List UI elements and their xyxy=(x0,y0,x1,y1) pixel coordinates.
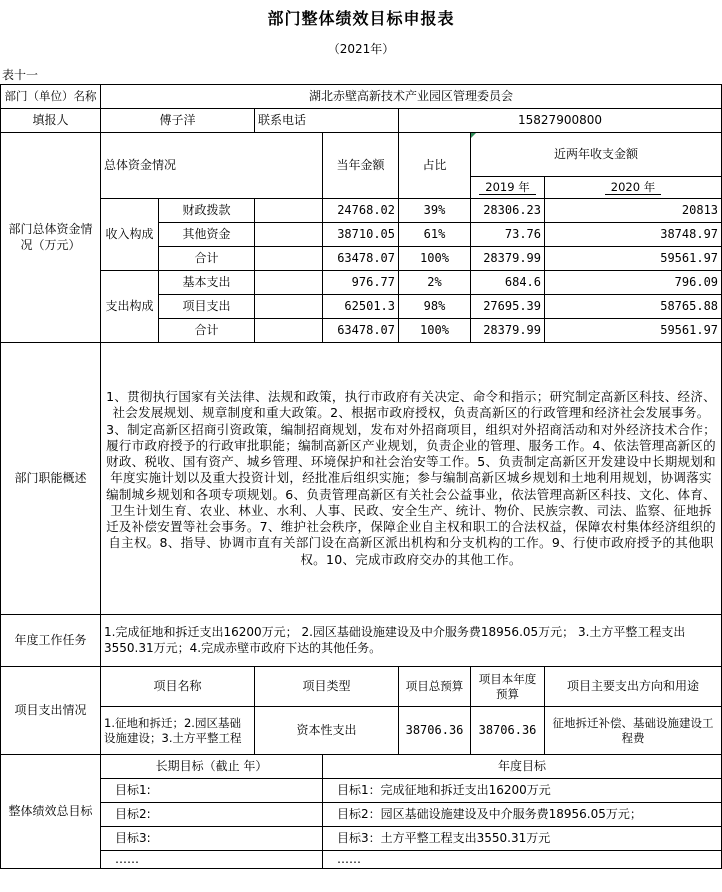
expense-year2: 796.09 xyxy=(545,271,722,295)
income-label: 收入构成 xyxy=(101,199,159,271)
income-year2: 38748.97 xyxy=(545,223,722,247)
income-ratio: 61% xyxy=(399,223,471,247)
dept-name-label: 部门（单位）名称 xyxy=(1,85,101,109)
expense-year1: 27695.39 xyxy=(471,295,545,319)
income-year1: 73.76 xyxy=(471,223,545,247)
goal-row xyxy=(1,779,722,803)
annual-task-text: 1.完成征地和拆迁支出16200万元； 2.园区基础设施建设及中介服务费18956.05万元； 3.土方平整工程支出3550.31万元；4.完成赤壁市政府下达的其他任务。 xyxy=(101,615,722,667)
project-name: 1.征地和拆迁；2.园区基础设施建设；3.土方平整工程 xyxy=(101,707,255,755)
income-ratio: 39% xyxy=(399,199,471,223)
filler-name: 傅子洋 xyxy=(101,109,255,133)
expense-ratio: 100% xyxy=(399,319,471,343)
income-year1: 28379.99 xyxy=(471,247,545,271)
annual-goal: 目标3：土方平整工程支出3550.31万元 xyxy=(323,827,722,851)
project-type-header: 项目类型 xyxy=(255,667,399,707)
filler-label: 填报人 xyxy=(1,109,101,133)
phone-label: 联系电话 xyxy=(255,109,399,133)
long-term-goal: 目标1: xyxy=(101,779,323,803)
dept-name-value: 湖北赤壁高新技术产业园区管理委员会 xyxy=(101,85,722,109)
long-term-goal: 目标3: xyxy=(101,827,323,851)
recent-two-years-header: 近两年收支金额 xyxy=(471,133,722,177)
project-direction: 征地拆迁补偿、基础设施建设工程费 xyxy=(545,707,722,755)
expense-row xyxy=(1,271,722,295)
annual-task-label: 年度工作任务 xyxy=(1,615,101,667)
long-term-goal: …… xyxy=(101,851,323,869)
annual-goal: 目标1：完成征地和拆迁支出16200万元 xyxy=(323,779,722,803)
goal-row xyxy=(1,803,722,827)
project-annual-budget-header: 项目本年度预算 xyxy=(471,667,545,707)
expense-ratio: 98% xyxy=(399,295,471,319)
current-amount-header: 当年金额 xyxy=(323,133,399,199)
expense-year2: 59561.97 xyxy=(545,319,722,343)
funds-section-label: 部门总体资金情况（万元） xyxy=(1,133,101,343)
annual-goal: …… xyxy=(323,851,722,869)
long-term-goals-header: 长期目标（截止 年） xyxy=(101,755,323,779)
project-type: 资本性支出 xyxy=(255,707,399,755)
income-amount: 63478.07 xyxy=(323,247,399,271)
income-amount: 24768.02 xyxy=(323,199,399,223)
goal-row xyxy=(1,827,722,851)
expense-amount: 976.77 xyxy=(323,271,399,295)
expense-amount: 63478.07 xyxy=(323,319,399,343)
income-item: 合计 xyxy=(159,247,255,271)
table-number: 表十一 xyxy=(2,68,39,82)
overall-funds-label: 总体资金情况 xyxy=(101,133,323,199)
duty-text: 1、贯彻执行国家有关法律、法规和政策，执行市政府有关决定、命令和指示；研究制定高新区科技、经济、社会发展规划、规章制度和重大政策。2、根据市政府授权，负责高新区的行政管理和经济社会发展事务。3、制定高新区招商引资政策，编制招商规划，发布对外招商项目，组织对外招商活动和对外经济技术合作；履行市政府授予的行政审批职能；编制高新区产业规划，负责企业的管理、服务工作。4、依法管理高新区的财政、税收、国有资产、城乡管理、环境保护和社会治安等工作。5、负责制定高新区开发建设中长期规划和年度实施计划以及重大投资计划，经批准后组织实施；参与编制高新区城乡规划和土地利用规划，协调落实编制城乡规划和各项专项规划。6、负责管理高新区有关社会公益事业，依法管理高新区科技、文化、体育、卫生计划生育、农业、林业、水利、人事、民政、安全生产、统计、物价、民族宗教、司法、监察、征地拆迁及补偿安置等社会事务。7、维护社会秩序，保障企业自主权和职工的合法权益，保障农村集体经济组织的自主权。8、指导、协调市直有关部门设在高新区派出机构和分支机构的工作。9、行使市政府授予的其他职权。10、完成市政府交办的其他工作。 xyxy=(101,343,722,615)
duty-label: 部门职能概述 xyxy=(1,343,101,615)
project-row xyxy=(1,707,722,755)
expense-label: 支出构成 xyxy=(101,271,159,343)
income-year2: 20813 xyxy=(545,199,722,223)
income-year1: 28306.23 xyxy=(471,199,545,223)
income-ratio: 100% xyxy=(399,247,471,271)
annual-goals-header: 年度目标 xyxy=(323,755,722,779)
income-row xyxy=(1,199,722,223)
goals-label: 整体绩效总目标 xyxy=(1,755,101,869)
project-direction-header: 项目主要支出方向和用途 xyxy=(545,667,722,707)
project-name-header: 项目名称 xyxy=(101,667,255,707)
project-total-budget: 38706.36 xyxy=(399,707,471,755)
income-amount: 38710.05 xyxy=(323,223,399,247)
projects-label: 项目支出情况 xyxy=(1,667,101,755)
project-annual-budget: 38706.36 xyxy=(471,707,545,755)
performance-goal-table xyxy=(0,84,722,869)
expense-item: 项目支出 xyxy=(159,295,255,319)
expense-ratio: 2% xyxy=(399,271,471,295)
cell-marker xyxy=(471,133,476,138)
annual-goal: 目标2：园区基础设施建设及中介服务费18956.05万元； xyxy=(323,803,722,827)
income-year2: 59561.97 xyxy=(545,247,722,271)
year1-header: 2019 年 xyxy=(471,177,545,199)
expense-year2: 58765.88 xyxy=(545,295,722,319)
long-term-goal: 目标2: xyxy=(101,803,323,827)
goal-row xyxy=(1,851,722,869)
page-title: 部门整体绩效目标申报表 xyxy=(267,9,455,28)
report-year: （2021年） xyxy=(327,42,395,56)
expense-year1: 28379.99 xyxy=(471,319,545,343)
expense-year1: 684.6 xyxy=(471,271,545,295)
expense-item: 合计 xyxy=(159,319,255,343)
year2-header: 2020 年 xyxy=(545,177,722,199)
income-item: 其他资金 xyxy=(159,223,255,247)
project-total-budget-header: 项目总预算 xyxy=(399,667,471,707)
ratio-header: 占比 xyxy=(399,133,471,199)
phone-value: 15827900800 xyxy=(399,109,722,133)
expense-item: 基本支出 xyxy=(159,271,255,295)
expense-amount: 62501.3 xyxy=(323,295,399,319)
income-item: 财政拨款 xyxy=(159,199,255,223)
